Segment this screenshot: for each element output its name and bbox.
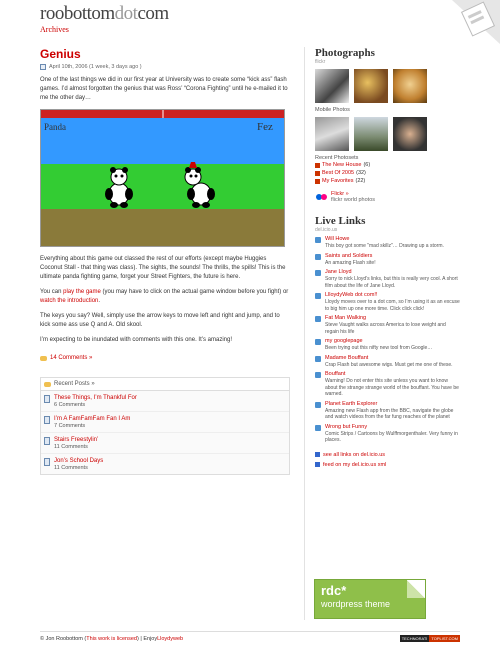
- mobile-photo-row: [315, 117, 460, 151]
- live-link-desc: Crap Flash but awesome wigs. Must get me one of these.: [325, 361, 453, 368]
- bookmark-icon: [315, 316, 321, 322]
- live-link-title[interactable]: my googlepage: [325, 338, 363, 344]
- mobile-photo-thumbnail[interactable]: [354, 117, 388, 151]
- photoset-icon: [315, 163, 320, 168]
- recent-post-item[interactable]: [41, 391, 289, 412]
- play-game-link[interactable]: play the game: [63, 289, 101, 295]
- theme-badge-title: rdc*: [321, 583, 347, 598]
- photoset-link[interactable]: My Favorites: [322, 178, 354, 184]
- live-link-item[interactable]: [315, 292, 460, 312]
- site-title-part: roobottom: [40, 3, 115, 24]
- live-link-title[interactable]: Bouffant: [325, 371, 346, 377]
- live-link-title[interactable]: Will Howe: [325, 236, 350, 242]
- page-curl-icon: [407, 580, 425, 598]
- photoset-link[interactable]: The New House: [322, 162, 362, 168]
- flickr-photo-thumbnail[interactable]: [393, 69, 427, 103]
- footer-text: ) | Enjoy: [137, 635, 158, 642]
- footer-text: © Jon Roobottom (: [40, 635, 87, 642]
- theme-badge-subtitle: wordpress theme: [321, 599, 391, 609]
- theme-badge[interactable]: [314, 579, 426, 619]
- post-paragraph: The keys you say? Well, simply use the arrow keys to move left and right and jump, and to kick some ass use Q and A. Old skool.: [40, 313, 280, 328]
- links-source-label: del.icio.us: [315, 227, 338, 233]
- live-link-desc: Been trying out this nifty new tool from Google…: [325, 345, 433, 351]
- recent-post-item[interactable]: [41, 454, 289, 474]
- delicious-all-row[interactable]: [315, 452, 460, 458]
- grass: [41, 164, 285, 209]
- flickr-subtitle: flickr world photos: [331, 197, 376, 203]
- live-link-title[interactable]: Wrong but Funny: [325, 423, 368, 430]
- ground: [41, 209, 285, 247]
- recent-posts-heading: [41, 378, 289, 391]
- delicious-all-link[interactable]: see all links on del.icio.us: [323, 451, 386, 458]
- text: (you may have to click on the actual game window before you fight) or: [100, 289, 289, 295]
- live-link-item[interactable]: [315, 236, 460, 250]
- technorati-badge[interactable]: TECHNORATI: [401, 636, 428, 641]
- recent-post-comment-count: 11 Comments: [54, 444, 88, 450]
- mobile-photo-thumbnail[interactable]: [315, 117, 349, 151]
- live-link-desc: Warning! Do not enter this site unless you want to know about the strange strange world of the bouffant. You have be warned.: [325, 378, 459, 397]
- post-meta: [40, 64, 290, 70]
- toplist-badge[interactable]: TOPLIST.COM: [431, 636, 458, 641]
- recent-post-title[interactable]: These Things, I’m Thankful For: [54, 395, 137, 401]
- text: .: [98, 298, 101, 304]
- bookmark-icon: [315, 402, 321, 408]
- delicious-icon: [315, 452, 320, 457]
- site-title[interactable]: [40, 4, 460, 24]
- comments-link-text[interactable]: 14 Comments »: [50, 355, 93, 361]
- document-icon: [44, 458, 50, 466]
- comments-link[interactable]: [40, 355, 290, 361]
- sky: [41, 118, 285, 164]
- recent-post-title[interactable]: Jon’s School Days: [54, 458, 104, 464]
- game-window[interactable]: [40, 109, 285, 247]
- live-link-desc: Sorry to nick Lloyd’s links, but this is really very cool. A short film about the life of Jane Lloyd.: [325, 276, 458, 289]
- footer: [40, 631, 460, 645]
- photoset-icon: [315, 179, 320, 184]
- flickr-link[interactable]: Flickr »: [331, 191, 349, 197]
- live-link-title[interactable]: Madame Bouffant: [325, 354, 369, 361]
- live-link-desc: Steve Vaught walks across America to lose weight and regain his life: [325, 322, 446, 335]
- flickr-link-row[interactable]: [315, 191, 460, 203]
- post-paragraph: Everything about this game out classed the rest of our efforts (except maybe Huggies Coconut Stall - that thing was class). The sights, the sounds! The thrills, the spills! This is the ultimate panda fighting game, forget your Street Fighters, the future is here.: [40, 256, 286, 280]
- delicious-feed-link[interactable]: feed on my del.icio.us xml: [323, 461, 387, 468]
- live-link-desc: Amazing new Flash app from the BBC, navigate the globe and watch videos from the far fung reaches of the planet: [325, 407, 454, 420]
- bookmark-icon: [315, 425, 321, 431]
- photosets-label: Recent Photosets: [315, 155, 359, 161]
- bookmark-icon: [315, 237, 321, 243]
- mobile-photo-thumbnail[interactable]: [393, 117, 427, 151]
- live-link-desc: Comic Strips / Cartoons by Wulffmorgenthaler. Very funny in places.: [325, 430, 458, 443]
- bookmark-icon: [315, 372, 321, 378]
- recent-posts-heading-text: Recent Posts »: [54, 381, 95, 387]
- mobile-photos-label: Mobile Photos: [315, 107, 350, 113]
- post-paragraph: I’m expecting to be inundated with comments with this one. It’s amazing!: [40, 337, 232, 343]
- game-scene: [41, 110, 285, 247]
- delicious-icon: [315, 462, 320, 467]
- recent-post-title[interactable]: Stairs Freestylin’: [54, 437, 99, 443]
- bookmark-icon: [315, 339, 321, 345]
- post-title[interactable]: Genius: [40, 47, 81, 61]
- live-link-title[interactable]: LlloydyWeb dot com!!: [325, 292, 378, 298]
- live-link-item[interactable]: [315, 401, 460, 421]
- live-link-item[interactable]: [315, 371, 460, 398]
- live-link-desc: An amazing Flash site!: [325, 259, 376, 266]
- recent-post-comment-count: 11 Comments: [54, 465, 88, 471]
- live-link-desc: This boy got some "mad skillz"… Drawing up a storm.: [325, 243, 444, 249]
- post-date: April 10th, 2006 (1 week, 3 days ago ): [49, 64, 142, 70]
- photoset-item[interactable]: [315, 177, 460, 185]
- sidebar: [304, 47, 460, 620]
- live-link-title[interactable]: Jane Lloyd: [325, 269, 352, 275]
- flickr-icon: [315, 191, 327, 203]
- recent-post-comment-count: 7 Comments: [54, 423, 86, 429]
- live-link-item[interactable]: [315, 315, 460, 335]
- live-links-heading: Live Links: [315, 215, 366, 227]
- live-link-title[interactable]: Saints and Soldiers: [325, 252, 373, 259]
- live-link-item[interactable]: [315, 253, 460, 267]
- watch-intro-link[interactable]: watch the introduction: [40, 298, 99, 304]
- live-link-item[interactable]: [315, 269, 460, 289]
- player-left-label: Panda: [44, 122, 66, 132]
- comment-bubble-icon: [40, 356, 47, 361]
- flickr-photo-row: [315, 69, 460, 103]
- calendar-icon: [40, 64, 46, 70]
- photoset-link[interactable]: Best Of 2005: [322, 170, 355, 176]
- bookmark-icon: [315, 356, 321, 362]
- post-paragraph: [40, 288, 290, 306]
- bookmark-icon: [315, 254, 321, 260]
- recent-post-title[interactable]: I’m A FamFamFam Fan I Am: [54, 416, 131, 422]
- bookmark-icon: [315, 293, 321, 299]
- live-links-list: [315, 236, 460, 444]
- recent-post-item[interactable]: [41, 412, 289, 433]
- live-link-desc: Lloydy moves over to a dot com, so I’m using it as an excuse to big him up one more time. Click click click!: [325, 299, 460, 312]
- lloydyweb-link[interactable]: Lloydyweb: [157, 635, 184, 642]
- live-link-item[interactable]: [315, 424, 460, 444]
- flickr-label: flickr: [315, 59, 326, 65]
- photographs-heading: Photographs: [315, 47, 375, 59]
- live-link-title[interactable]: Fat Man Walking: [325, 315, 367, 321]
- document-icon: [44, 395, 50, 403]
- bookmark-icon: [315, 270, 321, 276]
- photoset-count: (32): [356, 170, 366, 176]
- document-icon: [44, 416, 50, 424]
- flickr-photo-thumbnail[interactable]: [315, 69, 349, 103]
- live-link-item[interactable]: [315, 355, 460, 369]
- rss-badge-icon[interactable]: [452, 0, 500, 44]
- player-right-label: Fez: [257, 121, 273, 133]
- document-icon: [44, 437, 50, 445]
- live-link-item[interactable]: [315, 338, 460, 352]
- photoset-count: (22): [355, 178, 366, 184]
- text: You can: [40, 289, 64, 295]
- post-intro: One of the last things we did in our first year at University was to create some “kick ass” flash games. I’d almost forgotten the genius that was Ross’ “Corona Fighting” until he e-mailed it to me the other day…: [40, 77, 288, 101]
- photoset-count: (6): [363, 162, 371, 168]
- folder-icon: [44, 382, 51, 387]
- site-header: [40, 4, 460, 34]
- site-title-dot: dot: [114, 3, 138, 24]
- recent-posts-box: [40, 377, 290, 475]
- main-content: [40, 47, 290, 475]
- photoset-item[interactable]: [315, 161, 460, 169]
- archives-link[interactable]: Archives: [40, 25, 69, 34]
- license-link[interactable]: This work is licensed: [86, 635, 137, 642]
- photoset-icon: [315, 171, 320, 176]
- footer-badges: [400, 635, 460, 642]
- photoset-item[interactable]: [315, 169, 460, 177]
- recent-post-comment-count: 6 Comments: [54, 402, 86, 408]
- delicious-feed-row[interactable]: [315, 462, 460, 468]
- live-link-title[interactable]: Planet Earth Explorer: [325, 400, 378, 407]
- flickr-photo-thumbnail[interactable]: [354, 69, 388, 103]
- site-title-part: com: [137, 3, 169, 24]
- recent-post-item[interactable]: [41, 433, 289, 454]
